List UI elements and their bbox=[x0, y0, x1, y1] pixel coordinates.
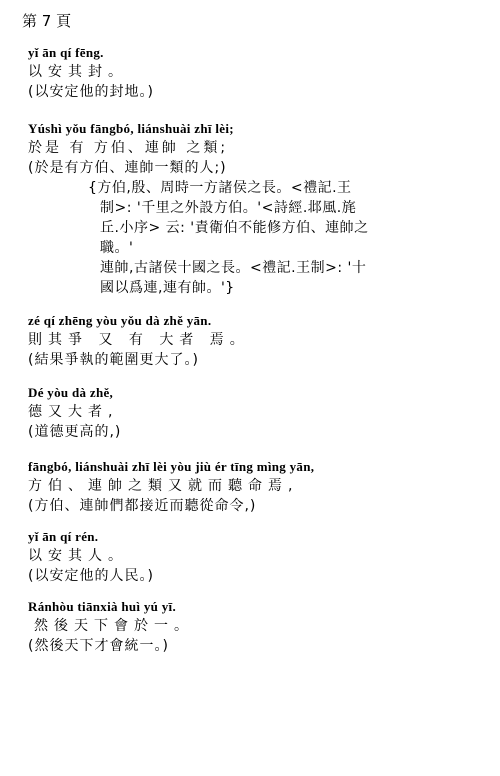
verse-block-2 bbox=[28, 120, 488, 178]
note-line: 國以爲連,連有帥。'} bbox=[100, 280, 235, 296]
note-line: 職。' bbox=[100, 240, 134, 256]
chinese-line: 以安其封。 bbox=[28, 64, 128, 80]
chinese-line: 然後天下會於一。 bbox=[34, 618, 194, 634]
chinese-line: 則其爭 又 有 大者 焉。 bbox=[28, 332, 250, 348]
pinyin-line: yǐ ān qí rén. bbox=[28, 529, 99, 544]
pinyin-line: zé qí zhēng yòu yǒu dà zhě yān. bbox=[28, 313, 212, 328]
pinyin-line: Yúshì yǒu fāngbó, liánshuài zhī lèi; bbox=[28, 121, 234, 136]
chinese-line: 德又大者, bbox=[28, 404, 119, 420]
translation-line: (道德更高的,) bbox=[28, 424, 122, 440]
pinyin-line: Ránhòu tiānxià huì yú yī. bbox=[28, 599, 177, 614]
verse-block-5 bbox=[28, 458, 488, 516]
translation-line: (以安定他的封地。) bbox=[28, 84, 154, 100]
chinese-line: 方伯、連帥之類又就而聽命焉, bbox=[28, 478, 299, 494]
verse-block-7 bbox=[28, 598, 488, 656]
pinyin-line: Dé yòu dà zhě, bbox=[28, 385, 114, 400]
translation-line: (結果爭執的範圍更大了。) bbox=[28, 352, 199, 368]
note-line: 制>: '千里之外設方伯。'<詩經.邶風.旄 bbox=[100, 200, 357, 216]
verse-block-4 bbox=[28, 384, 488, 442]
verse-block-1 bbox=[28, 44, 488, 102]
note-line: 連帥,古諸侯十國之長。<禮記.王制>: '十 bbox=[100, 260, 367, 276]
chinese-line: 於是 有 方伯、連帥 之類; bbox=[28, 140, 229, 156]
pinyin-line: fāngbó, liánshuài zhī lèi yòu jiù ér tīng mìng yān, bbox=[28, 459, 315, 474]
chinese-line: 以安其人。 bbox=[28, 548, 128, 564]
verse-block-3 bbox=[28, 312, 488, 370]
translation-line: (方伯、連帥們都接近而聽從命令,) bbox=[28, 498, 257, 514]
pinyin-line: yǐ ān qí fēng. bbox=[28, 45, 104, 60]
verse-block-6 bbox=[28, 528, 488, 586]
note-line: {方伯,殷、周時一方諸侯之長。<禮記.王 bbox=[88, 180, 352, 196]
translation-line: (然後天下才會統一。) bbox=[28, 638, 169, 654]
translation-line: (以安定他的人民。) bbox=[28, 568, 154, 584]
page-number-label: 第 7 頁 bbox=[22, 12, 72, 30]
annotation-note bbox=[88, 178, 488, 298]
note-line: 丘.小序> 云: '責衛伯不能修方伯、連帥之 bbox=[100, 220, 369, 236]
translation-line: (於是有方伯、連帥一類的人;) bbox=[28, 160, 227, 176]
